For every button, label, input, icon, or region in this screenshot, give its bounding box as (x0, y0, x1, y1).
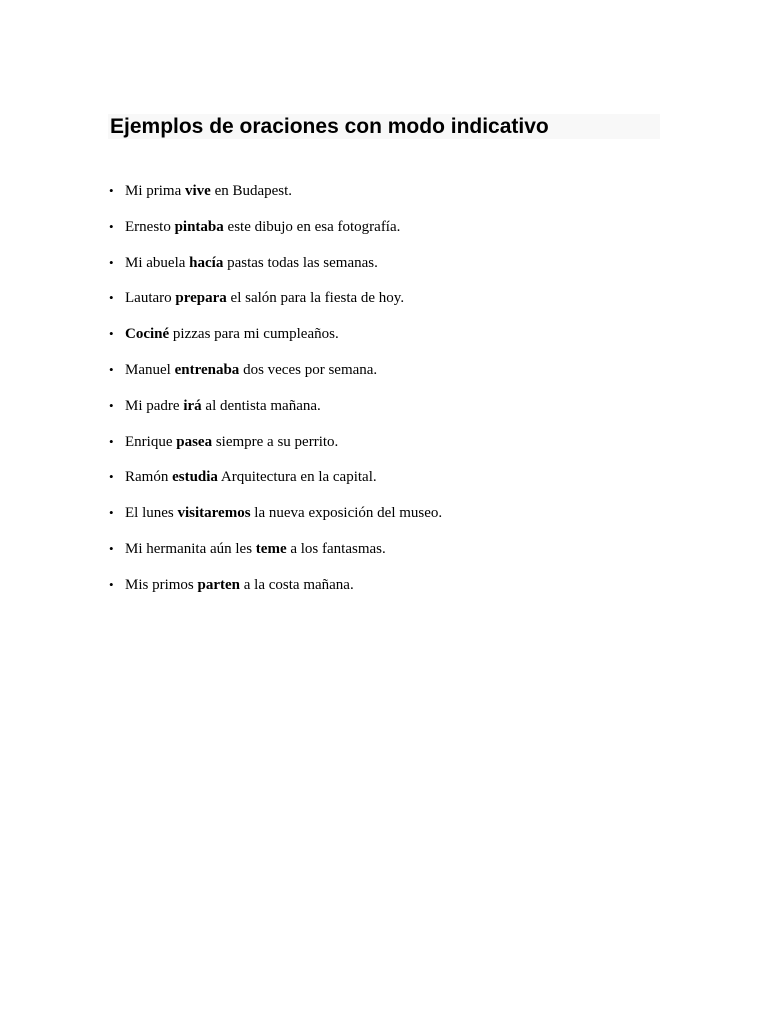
sentence-start: Enrique (125, 433, 177, 450)
verb: visitaremos (177, 505, 251, 522)
list-item (108, 539, 442, 575)
sentence-end: en Budapest. (210, 183, 293, 199)
bullet-icon: • (109, 361, 114, 377)
list-item (108, 253, 442, 289)
list-item (108, 503, 442, 539)
sentence-start: Mi abuela (125, 254, 190, 271)
sentence-end: el salón para la fiesta de hoy. (226, 290, 405, 307)
sentence-end: al dentista mañana. (201, 397, 321, 414)
list-item (108, 360, 442, 396)
sentence-start: Ernesto (125, 218, 175, 235)
verb: vive (185, 183, 211, 199)
bullet-icon: • (109, 576, 114, 592)
verb: entrenaba (174, 361, 240, 378)
bullet-icon: • (109, 397, 114, 413)
sentence-end: pizzas para mi cumpleaños. (169, 326, 339, 343)
list-item (108, 396, 442, 432)
verb: hacía (189, 254, 224, 271)
sentence-end: siempre a su perrito. (212, 433, 339, 450)
list-item (108, 467, 442, 503)
verb: irá (183, 397, 202, 414)
bullet-icon: • (109, 540, 114, 556)
list-item (108, 217, 442, 253)
bullet-icon: • (109, 433, 114, 449)
bullet-icon: • (109, 218, 114, 234)
sentence-end: pastas todas las semanas. (223, 254, 378, 271)
verb: Cociné (125, 326, 170, 343)
sentence-start: El lunes (125, 505, 178, 522)
verb: parten (197, 576, 241, 593)
list-item (108, 288, 442, 324)
sentence-start: Mi padre (125, 397, 184, 414)
sentence-end: dos veces por semana. (239, 361, 378, 378)
list-item (108, 324, 442, 360)
bullet-icon: • (109, 254, 114, 270)
verb: pintaba (174, 218, 224, 235)
sentence-start: Ramón (125, 469, 173, 486)
bullet-icon: • (109, 290, 114, 306)
sentence-end: la nueva exposición del museo. (250, 505, 443, 522)
sentence-end: este dibujo en esa fotografía. (223, 218, 401, 235)
list-item (108, 575, 442, 611)
sentence-start: Mi prima (125, 183, 185, 199)
example-list (108, 181, 442, 611)
verb: estudia (172, 469, 218, 486)
sentence-end: Arquitectura en la capital. (217, 469, 377, 486)
page-title: Ejemplos de oraciones con modo indicativo (110, 115, 549, 138)
sentence-start: Lautaro (125, 290, 176, 307)
bullet-icon: • (109, 183, 114, 198)
sentence-start: Manuel (125, 361, 175, 378)
verb: teme (255, 540, 287, 557)
verb: prepara (175, 290, 227, 307)
list-item (108, 181, 442, 217)
bullet-icon: • (109, 326, 114, 342)
bullet-icon: • (109, 505, 114, 521)
sentence-start: Mis primos (125, 576, 198, 593)
bullet-icon: • (109, 469, 114, 485)
list-item (108, 432, 442, 468)
sentence-end: a la costa mañana. (240, 576, 354, 593)
sentence-start: Mi hermanita aún les (125, 540, 256, 557)
sentence-end: a los fantasmas. (286, 540, 386, 557)
verb: pasea (176, 433, 213, 450)
